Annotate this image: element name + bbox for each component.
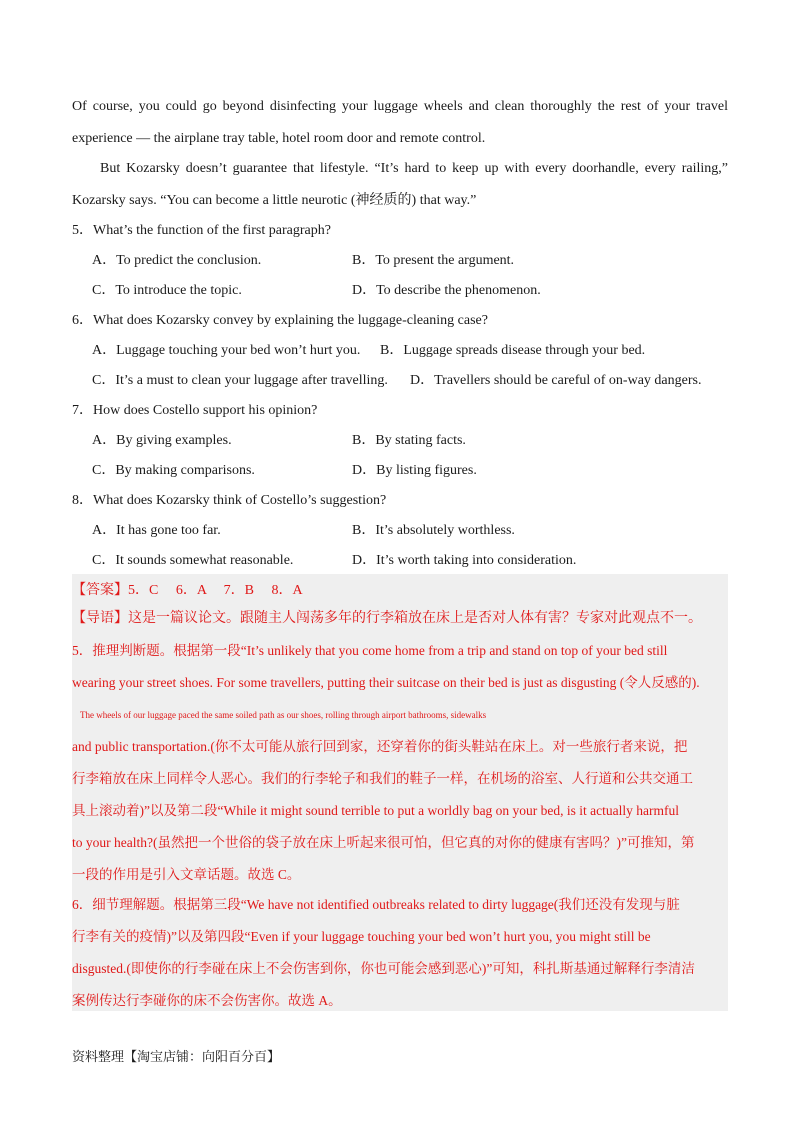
question-8-option-d: D．It’s worth taking into consideration.	[352, 553, 577, 568]
passage-p2-line2: Kozarsky says. “You can become a little neurotic (神经质的) that way.”	[72, 193, 477, 208]
question-6-stem: 6．What does Kozarsky convey by explaining the luggage-cleaning case?	[72, 313, 488, 328]
passage-p1-line2: experience — the airplane tray table, hotel room door and remote control.	[72, 131, 486, 146]
explanation-6-line1: 6．细节理解题。根据第三段“We have not identified outbreaks related to dirty luggage(我们还没有发现与脏	[72, 897, 680, 912]
question-6-option-c: C．It’s a must to clean your luggage after travelling.	[92, 373, 388, 388]
passage-p2-line1: But Kozarsky doesn’t guarantee that lifestyle. “It’s hard to keep up with every doorhandle, every railing,”	[100, 161, 728, 176]
explanation-5-line2: wearing your street shoes. For some travellers, putting their suitcase on their bed is just as disgusting (令人反感的).	[72, 675, 700, 690]
answer-key: 【答案】5．C 6．A 7．B 8．A	[72, 583, 303, 598]
explanation-5-line5: 行李箱放在床上同样令人恶心。我们的行李轮子和我们的鞋子一样，在机场的浴室、人行道和公共交通工	[72, 771, 693, 786]
explanation-6-line4: 案例传达行李碰你的床不会伤害你。故选 A。	[72, 993, 342, 1008]
question-7-option-b: B．By stating facts.	[352, 433, 466, 448]
question-5-option-b: B．To present the argument.	[352, 253, 515, 268]
question-5-stem: 5．What’s the function of the first paragraph?	[72, 223, 331, 238]
question-6-option-b: B．Luggage spreads disease through your bed.	[380, 343, 646, 358]
question-6-option-d: D．Travellers should be careful of on-way dangers.	[410, 373, 702, 388]
explanation-5-line3: The wheels of our luggage paced the same soiled path as our shoes, rolling through airport bathrooms, sidewalks	[80, 710, 487, 720]
question-7-option-a: A．By giving examples.	[92, 433, 232, 448]
question-8-option-b: B．It’s absolutely worthless.	[352, 523, 515, 538]
explanation-6-line2: 行李有关的疫情)”以及第四段“Even if your luggage touching your bed won’t hurt you, you might still be	[72, 929, 651, 944]
question-5-option-d: D．To describe the phenomenon.	[352, 283, 541, 298]
page-footer: 资料整理【淘宝店铺：向阳百分百】	[72, 1049, 281, 1064]
question-8-option-c: C．It sounds somewhat reasonable.	[92, 553, 294, 568]
explanation-6-line3: disgusted.(即使你的行李碰在床上不会伤害到你，你也可能会感到恶心)”可知，科扎斯基通过解释行李清洁	[72, 961, 695, 976]
explanation-5-line1: 5．推理判断题。根据第一段“It’s unlikely that you come home from a trip and stand on top of your bed still	[72, 643, 668, 658]
question-8-option-a: A．It has gone too far.	[92, 523, 221, 538]
explanation-5-line4: and public transportation.(你不太可能从旅行回到家，还穿着你的街头鞋站在床上。对一些旅行者来说，把	[72, 739, 688, 754]
explanation-5-line6: 具上滚动着)”以及第二段“While it might sound terrible to put a worldly bag on your bed, is it actually harmful	[72, 803, 680, 818]
question-7-option-d: D．By listing figures.	[352, 463, 477, 478]
answer-guide: 【导语】这是一篇议论文。跟随主人闯荡多年的行李箱放在床上是否对人体有害？专家对此观点不一。	[72, 611, 702, 626]
question-7-stem: 7．How does Costello support his opinion?	[72, 403, 318, 418]
question-5-option-a: A．To predict the conclusion.	[92, 253, 262, 268]
question-8-stem: 8．What does Kozarsky think of Costello’s suggestion?	[72, 493, 387, 508]
question-6-option-a: A．Luggage touching your bed won’t hurt you.	[92, 343, 361, 358]
question-5-option-c: C．To introduce the topic.	[92, 283, 242, 298]
explanation-5-line7: to your health?(虽然把一个世俗的袋子放在床上听起来很可怕，但它真的对你的健康有害吗？)”可推知，第	[72, 835, 695, 850]
explanation-5-line8: 一段的作用是引入文章话题。故选 C。	[72, 867, 301, 882]
passage-p1-line1: Of course, you could go beyond disinfecting your luggage wheels and clean thoroughly the rest of your travel	[72, 99, 728, 114]
question-7-option-c: C．By making comparisons.	[92, 463, 255, 478]
